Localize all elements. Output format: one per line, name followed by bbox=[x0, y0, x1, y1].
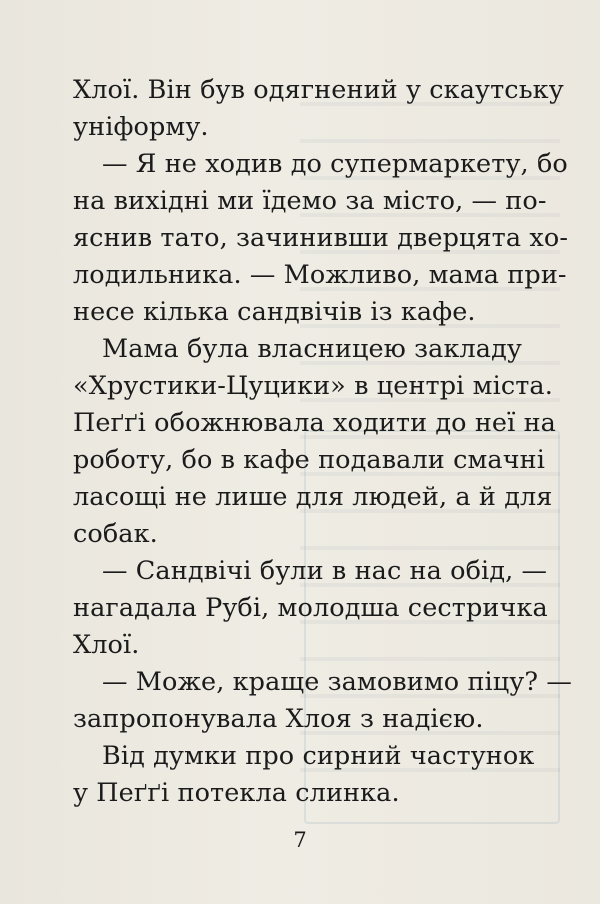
text-line: несе кілька сандвічів із кафе. bbox=[73, 297, 476, 327]
text-line: — Може, краще замовимо піцу? — bbox=[102, 667, 572, 697]
paragraph bbox=[73, 331, 556, 553]
text-line: Хлої. bbox=[73, 630, 140, 660]
paragraph bbox=[73, 553, 548, 664]
text-line: ласощі не лише для людей, а й для bbox=[73, 482, 553, 512]
text-line: у Пеґґі потекла слинка. bbox=[73, 778, 400, 808]
text-line: Від думки про сирний частунок bbox=[102, 741, 535, 771]
text-line: Пеґґі обожнювала ходити до неї на bbox=[73, 408, 556, 438]
text-line: нагадала Рубі, молодша сестричка bbox=[73, 593, 548, 623]
page-number: 7 bbox=[293, 828, 307, 852]
text-line: роботу, бо в кафе подавали смачні bbox=[73, 445, 546, 475]
paragraph bbox=[73, 738, 535, 812]
text-line: собак. bbox=[73, 519, 158, 549]
text-line: лодильника. — Можливо, мама при- bbox=[73, 260, 567, 290]
text-line: — Я не ходив до супермаркету, бо bbox=[102, 149, 568, 179]
text-line: «Хрустики-Цуцики» в центрі міста. bbox=[73, 371, 553, 401]
text-line: на вихідні ми їдемо за місто, — по- bbox=[73, 186, 547, 216]
page-text bbox=[73, 72, 572, 812]
text-line: запропонувала Хлоя з надією. bbox=[73, 704, 484, 734]
text-line: яснив тато, зачинивши дверцята хо- bbox=[73, 223, 569, 253]
paragraph bbox=[73, 72, 564, 146]
text-line: Мама була власницею закладу bbox=[102, 334, 523, 364]
text-line: уніформу. bbox=[73, 112, 209, 142]
text-line: Хлої. Він був одягнений у скаутську bbox=[73, 75, 564, 105]
paragraph bbox=[73, 146, 569, 331]
paragraph bbox=[73, 664, 572, 738]
text-line: — Сандвічі були в нас на обід, — bbox=[102, 556, 548, 586]
